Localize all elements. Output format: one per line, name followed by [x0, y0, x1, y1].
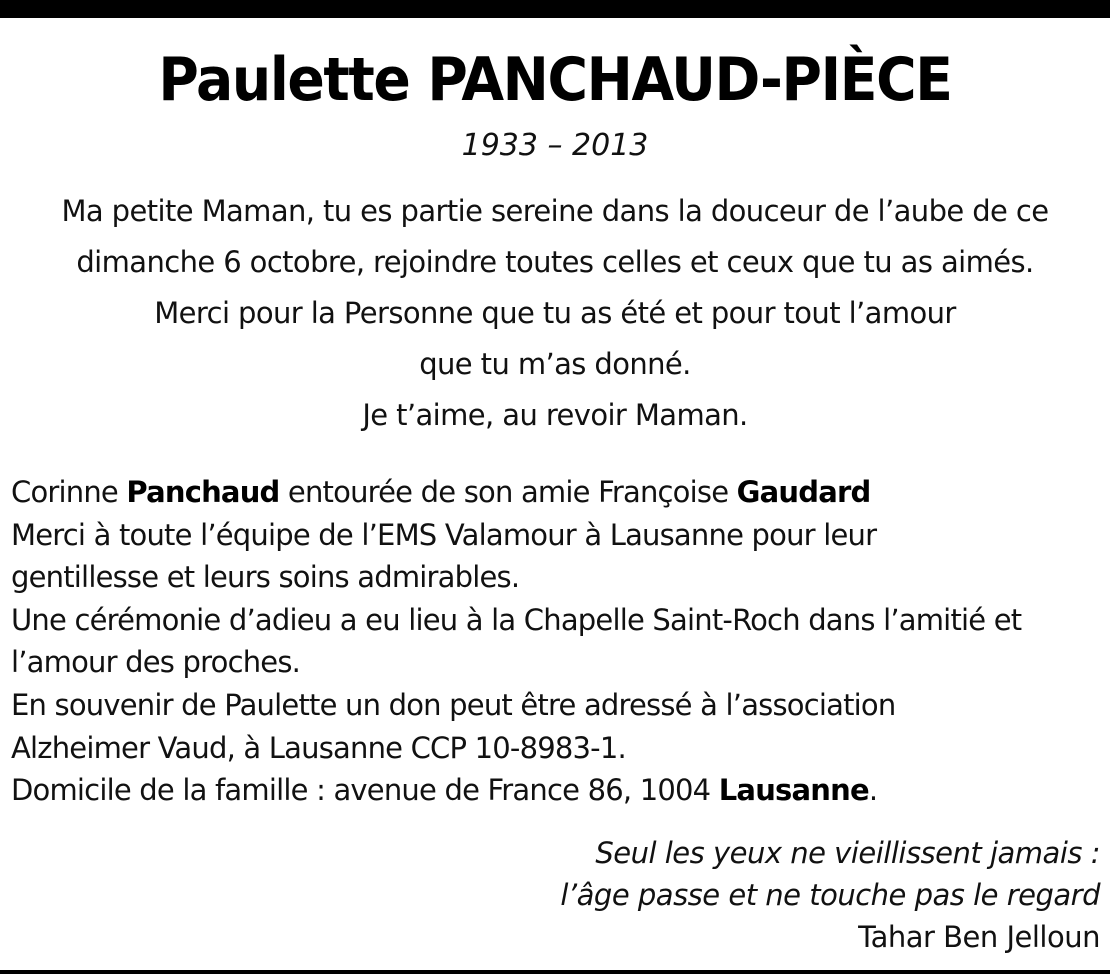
body-line: Alzheimer Vaud, à Lausanne CCP 10-8983-1. [11, 730, 626, 765]
tribute-line: Merci pour la Personne que tu as été et pour tout l’amour [154, 296, 956, 330]
family-middle-text: entourée de son amie Françoise [279, 475, 737, 509]
family-surname: Panchaud [126, 475, 280, 509]
tribute-line: que tu m’as donné. [419, 347, 691, 381]
bottom-rule [0, 970, 1110, 974]
body-line: En souvenir de Paulette un don peut être adressé à l’association [11, 687, 896, 722]
family-line [11, 471, 1106, 514]
domicile-line [11, 769, 1106, 812]
announcement-body [11, 471, 1106, 812]
tribute-line: Je t’aime, au revoir Maman. [362, 398, 748, 432]
quote-line: Seul les yeux ne vieillissent jamais : [595, 836, 1100, 870]
quote-author: Tahar Ben Jelloun [858, 920, 1100, 954]
friend-surname: Gaudard [736, 475, 871, 509]
body-line: Une cérémonie d’adieu a eu lieu à la Chapelle Saint-Roch dans l’amitié et [11, 602, 1022, 637]
quote-line: l’âge passe et ne touche pas le regard [560, 878, 1100, 912]
tribute-line: dimanche 6 octobre, rejoindre toutes celles et ceux que tu as aimés. [76, 245, 1034, 279]
domicile-prefix: Domicile de la famille : avenue de France 86, 1004 [11, 773, 719, 808]
body-line: gentillesse et leurs soins admirables. [11, 560, 520, 595]
family-first-name: Corinne [11, 475, 127, 509]
closing-quote [400, 832, 1100, 958]
tribute-line: Ma petite Maman, tu es partie sereine dans la douceur de l’aube de ce [61, 194, 1049, 228]
deceased-name: Paulette PANCHAUD-PIÈCE [158, 45, 952, 115]
tribute-message [0, 186, 1110, 441]
domicile-city: Lausanne [718, 773, 869, 808]
body-line: Merci à toute l’équipe de l’EMS Valamour à Lausanne pour leur [11, 517, 877, 552]
top-rule [0, 0, 1110, 18]
life-dates: 1933 – 2013 [461, 128, 649, 163]
domicile-suffix: . [868, 773, 878, 808]
body-line: l’amour des proches. [11, 645, 301, 680]
